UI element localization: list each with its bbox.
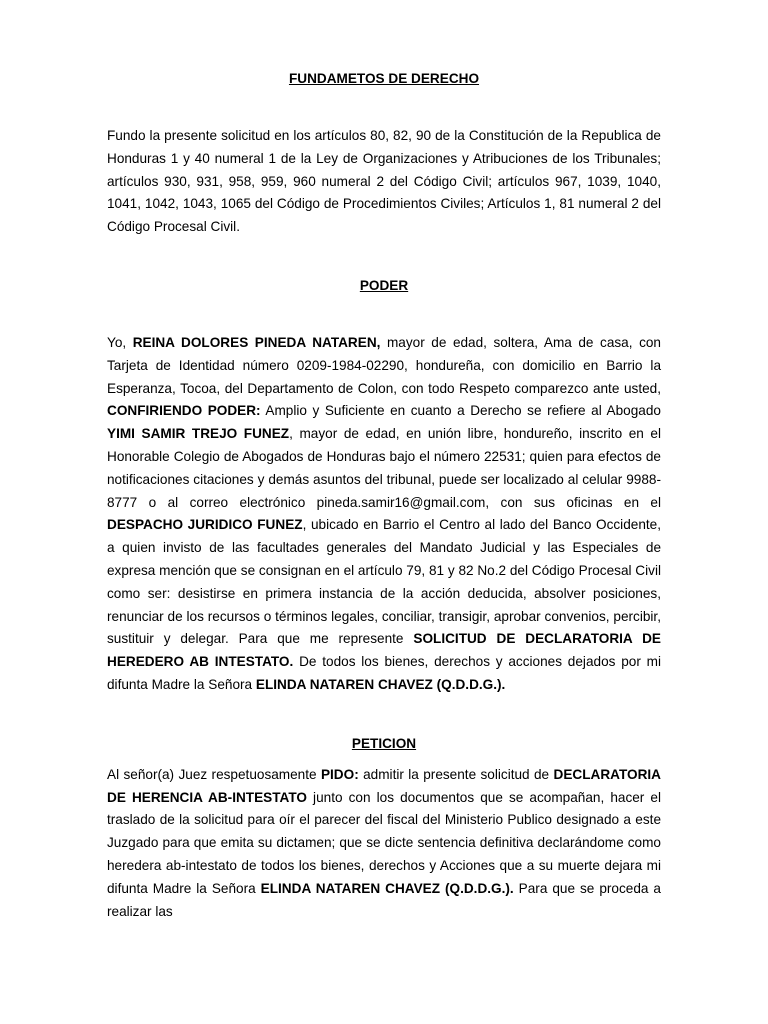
- poder-request-type: SOLICITUD DE DECLARATORIA DE HEREDERO AB INTESTATO.: [107, 631, 661, 670]
- peticion-deceased-name: ELINDA NATAREN CHAVEZ (Q.D.D.G.).: [260, 880, 514, 896]
- poder-paragraph: [107, 332, 661, 697]
- poder-office-name: DESPACHO JURIDICO FUNEZ: [107, 517, 303, 533]
- document-page: [107, 60, 661, 923]
- poder-text-3: Amplio y Suficiente en cuanto a Derecho se refiere al Abogado: [260, 403, 661, 419]
- poder-text-2: mayor de edad, soltera, Ama de casa, con Tarjeta de Identidad número 0209-1984-02290, hondureña, con domicilio en Barrio la Esperanza, Tocoa, del Departamento de Colon, con todo Respeto comparezco ante usted,: [107, 334, 661, 396]
- peticion-text-1: Al señor(a) Juez respetuosamente: [107, 766, 321, 782]
- peticion-pido-label: PIDO:: [320, 766, 359, 782]
- poder-text-4: , mayor de edad, en unión libre, hondureño, inscrito en el Honorable Colegio de Abogados de Honduras bajo el número 22531; quien para efectos de notificaciones citaciones y demás asuntos del tribunal, puede ser localizado al celular 9988-8777 o al correo electrónico pineda.samir16@gmail.com, con sus oficinas en el: [107, 426, 661, 510]
- poder-deceased-name: ELINDA NATAREN CHAVEZ (Q.D.D.G.).: [255, 676, 506, 692]
- poder-attorney-name: YIMI SAMIR TREJO FUNEZ: [107, 426, 290, 442]
- poder-conferring-label: CONFIRIENDO PODER:: [107, 403, 261, 419]
- poder-text-5: , ubicado en Barrio el Centro al lado del Banco Occidente, a quien invisto de las facultades generales del Mandato Judicial y las Especiales de expresa mención que se consignan en el artículo 79, 81 y 82 No.2 del Código Procesal Civil como ser: desistirse en primera instancia de la acción deducida, absolver posiciones, renunciar de los recursos o términos legales, conciliar, transigir, aprobar convenios, percibir, sustituir y delegar. Para que me represente: [107, 517, 661, 647]
- peticion-text-4: Para que se proceda a realizar las: [107, 880, 661, 919]
- peticion-heading: PETICION: [351, 735, 417, 751]
- fundamentos-heading: FUNDAMETOS DE DERECHO: [288, 71, 480, 86]
- poder-heading: PODER: [359, 277, 409, 293]
- peticion-declaratoria-label: DECLARATORIA DE HERENCIA AB-INTESTATO: [107, 766, 661, 805]
- poder-text-6: De todos los bienes, derechos y acciones dejados por mi difunta Madre la Señora: [107, 654, 661, 692]
- peticion-paragraph: [107, 764, 661, 924]
- poder-text-1: Yo,: [107, 334, 133, 350]
- fundamentos-paragraph: Fundo la presente solicitud en los artículos 80, 82, 90 de la Constitución de la Republica de Honduras 1 y 40 numeral 1 de la Ley de Organizaciones y Atribuciones de los Tribunales; artículos 930, 931, 958, 959, 960 numeral 2 del Código Civil; artículos 967, 1039, 1040, 1041, 1042, 1043, 1065 del Código de Procedimientos Civiles; Artículos 1, 81 numeral 2 del Código Procesal Civil.: [107, 128, 661, 235]
- peticion-text-3: junto con los documentos que se acompañan, hacer el traslado de la solicitud para oír el parecer del fiscal del Ministerio Publico designado a este Juzgado para que emita su dictamen; que se dicte sentencia definitiva declarándome como heredera ab-intestato de todos los bienes, derechos y Acciones que a su muerte dejara mi difunta Madre la Señora: [107, 789, 661, 896]
- poder-grantor-name: REINA DOLORES PINEDA NATAREN,: [132, 334, 381, 350]
- peticion-text-2: admitir la presente solicitud de: [358, 766, 554, 782]
